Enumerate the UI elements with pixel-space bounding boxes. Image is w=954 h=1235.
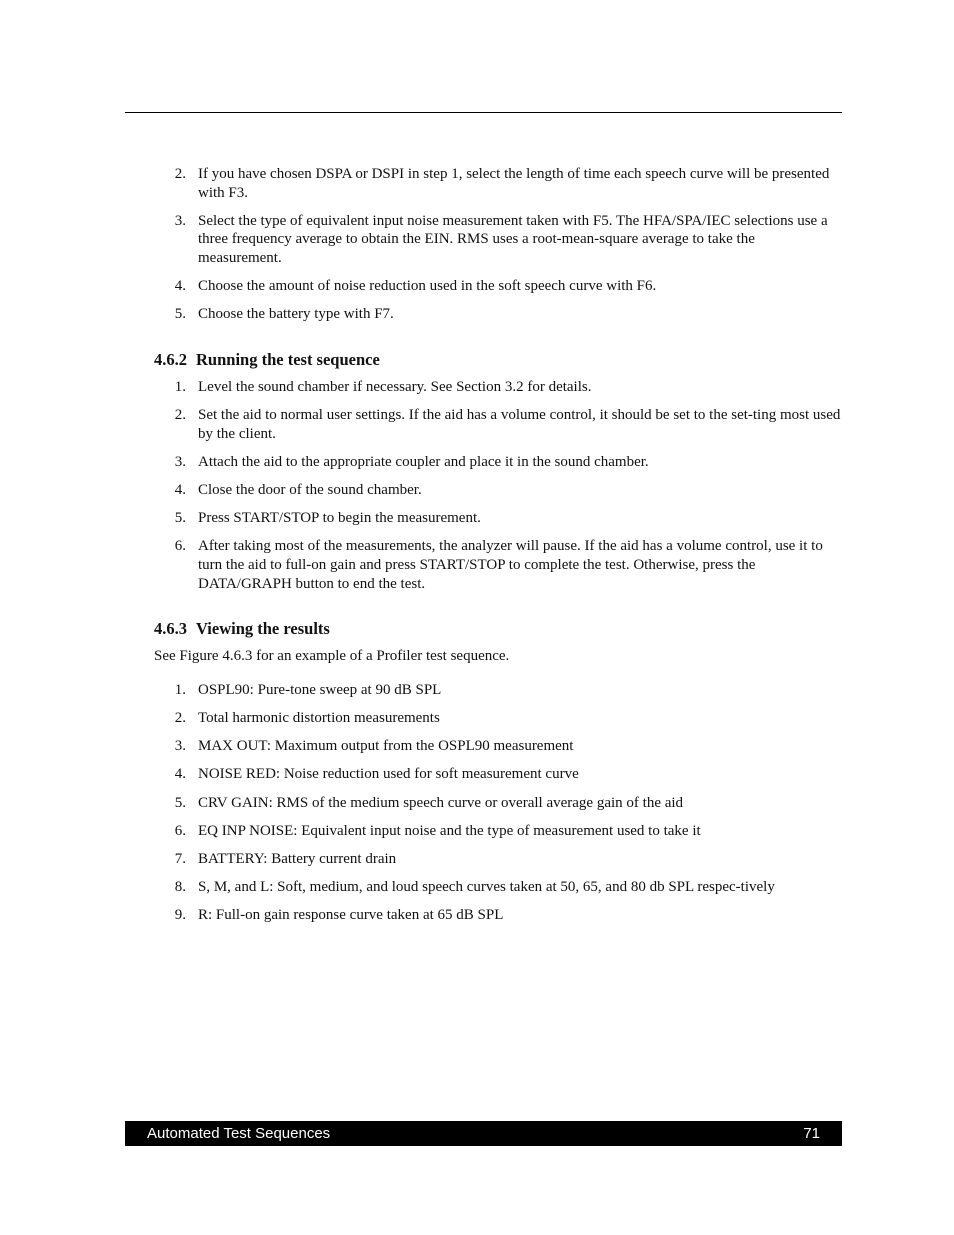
list-item (154, 509, 842, 528)
list-item (154, 481, 842, 500)
item-number: 7. (174, 850, 186, 867)
page-footer (125, 1121, 842, 1146)
list-item (154, 453, 842, 472)
item-text: CRV GAIN: RMS of the medium speech curve or overall average gain of the aid (198, 794, 684, 811)
item-text: Close the door of the sound chamber. (198, 482, 422, 499)
list-item (154, 906, 842, 925)
item-number: 6. (174, 538, 186, 555)
footer-chapter-title: Automated Test Sequences (147, 1125, 331, 1142)
item-text: MAX OUT: Maximum output from the OSPL90 measurement (198, 738, 574, 755)
item-number: 2. (174, 166, 186, 182)
results-list (154, 681, 842, 925)
list-item (154, 681, 842, 700)
page-content (154, 165, 842, 935)
footer-page-number: 71 (803, 1125, 820, 1142)
list-item (154, 165, 842, 202)
list-item (154, 709, 842, 728)
section-heading-viewing (154, 619, 842, 639)
list-item (154, 765, 842, 784)
list-item (154, 850, 842, 869)
list-item (154, 737, 842, 756)
item-number: 3. (174, 453, 186, 470)
section-title: Viewing the results (196, 619, 330, 639)
list-item (154, 212, 842, 268)
item-number: 5. (174, 794, 186, 811)
header-rule (125, 112, 842, 113)
item-text: Set the aid to normal user settings. If the aid has a volume control, it should be set to the set-ting most used by the client. (198, 407, 841, 442)
item-text: S, M, and L: Soft, medium, and loud speech curves taken at 50, 65, and 80 db SPL respec-tively (198, 879, 775, 896)
item-text: Level the sound chamber if necessary. See Section 3.2 for details. (198, 378, 592, 395)
list-item (154, 305, 842, 324)
item-text: Choose the battery type with F7. (198, 306, 394, 323)
continued-steps-list (154, 165, 842, 324)
list-item (154, 878, 842, 897)
item-text: Total harmonic distortion measurements (198, 710, 440, 727)
item-text: Press START/STOP to begin the measurement. (198, 510, 481, 527)
item-number: 4. (174, 482, 186, 499)
item-number: 1. (174, 378, 186, 395)
item-number: 3. (174, 212, 186, 229)
section-title: Running the test sequence (196, 349, 380, 369)
running-steps-list (154, 378, 842, 593)
item-text: Attach the aid to the appropriate coupler and place it in the sound chamber. (198, 453, 649, 470)
item-text: R: Full-on gain response curve taken at 65 dB SPL (198, 907, 504, 924)
item-number: 2. (174, 407, 186, 424)
item-text: BATTERY: Battery current drain (198, 850, 397, 867)
item-number: 5. (174, 510, 186, 527)
list-item (154, 277, 842, 296)
section-number: 4.6.3 (154, 619, 187, 639)
item-text: NOISE RED: Noise reduction used for soft measurement curve (198, 766, 579, 783)
item-number: 4. (174, 766, 186, 783)
list-item (154, 794, 842, 813)
section-heading-running (154, 350, 842, 370)
list-item (154, 406, 842, 443)
item-number: 4. (174, 278, 186, 295)
list-item (154, 537, 842, 593)
item-text: Select the type of equivalent input noise measurement taken with F5. The HFA/SPA/IEC selections use a three frequency average to obtain the EIN. RMS uses a root-mean-square average to take the measurement. (198, 212, 828, 266)
item-text: OSPL90: Pure-tone sweep at 90 dB SPL (198, 681, 442, 698)
item-number: 9. (174, 907, 186, 924)
section-number: 4.6.2 (154, 349, 187, 369)
item-number: 1. (174, 681, 186, 698)
item-text: If you have chosen DSPA or DSPI in step 1, select the length of time each speech curve will be presented with F3. (198, 166, 830, 201)
list-item (154, 822, 842, 841)
item-text: Choose the amount of noise reduction used in the soft speech curve with F6. (198, 278, 657, 295)
item-number: 3. (174, 738, 186, 755)
item-text: EQ INP NOISE: Equivalent input noise and the type of measurement used to take it (198, 822, 701, 839)
section-intro: See Figure 4.6.3 for an example of a Profiler test sequence. (154, 648, 510, 665)
item-number: 2. (174, 710, 186, 727)
list-item (154, 378, 842, 397)
item-number: 6. (174, 822, 186, 839)
item-number: 8. (174, 879, 186, 896)
item-text: After taking most of the measurements, the analyzer will pause. If the aid has a volume control, use it to turn the aid to full-on gain and press START/STOP to complete the test. Otherwise, press the DATA/GRAPH button to end the test. (198, 538, 823, 592)
item-number: 5. (174, 306, 186, 323)
